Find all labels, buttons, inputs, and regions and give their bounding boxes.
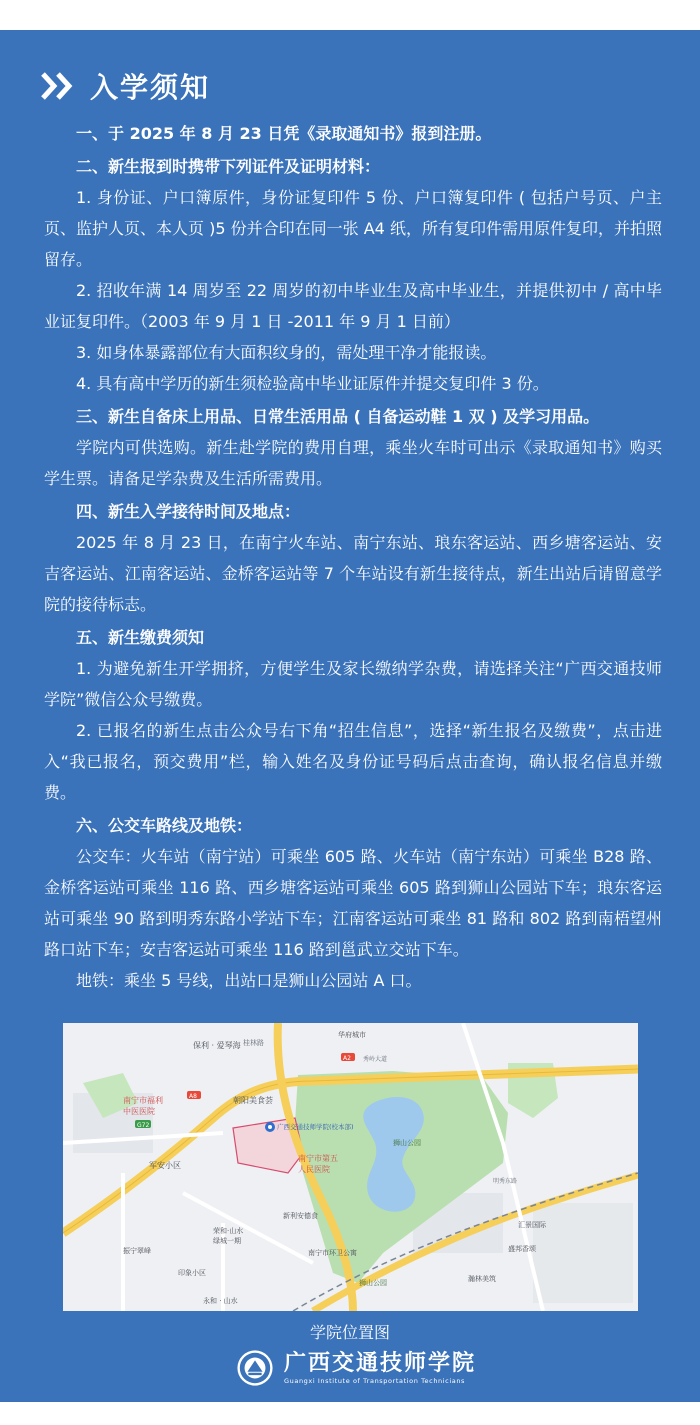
- section-paragraph: 3. 如身体暴露部位有大面积纹身的，需处理干净才能报读。: [76, 343, 497, 362]
- map-label: 新利安德食: [283, 1212, 318, 1220]
- section-paragraph: 1. 为避免新生开学拥挤，方便学生及家长缴纳学杂费，请选择关注“广西交通技师学院”微信公众号缴费。: [44, 659, 662, 709]
- map-label: 汇景国际: [518, 1221, 546, 1229]
- school-name: 广西交通技师学院: [284, 1350, 477, 1376]
- map-label: 桂林路: [243, 1039, 264, 1047]
- map-label: 狮山公园: [359, 1279, 387, 1287]
- map-label: 振宁翠峰: [123, 1247, 151, 1255]
- map-label: 军安小区: [149, 1161, 181, 1170]
- campus-location-map: [63, 1023, 638, 1311]
- section-paragraph: 2. 已报名的新生点击公众号右下角“招生信息”，选择“新生报名及缴费”，点击进入“我已报名，预交费用”栏，输入姓名及身份证号码后点击查询，确认报名信息并缴费。: [44, 721, 662, 802]
- map-label: 印象小区: [178, 1269, 206, 1277]
- map-label: 荣和·山水: [213, 1227, 244, 1235]
- map-label: 朝阳美食荟: [233, 1096, 273, 1105]
- road-badge: A8: [189, 1093, 197, 1100]
- road-badge: A2: [343, 1055, 351, 1062]
- map-label: 南宁市福利: [123, 1096, 163, 1105]
- section-title: 二、新生报到时携带下列证件及证明材料：: [76, 157, 381, 176]
- map-label: 华府城市: [338, 1031, 366, 1039]
- section-paragraph: 公交车：火车站（南宁站）可乘坐 605 路、火车站（南宁东站）可乘坐 B28 路、金桥客运站可乘坐 116 路、西乡塘客运站可乘坐 605 路到狮山公园站下车；琅东客运站可乘坐 90 路到明秀东路小学站下车；江南客运站可乘坐 81 路和 802 路到南梧望州路口站下车；安吉客运站可乘坐 116 路到邕武立交站下车。: [44, 847, 662, 959]
- map-caption: 学院位置图: [309, 1323, 390, 1342]
- notice-content: [44, 116, 662, 996]
- section-paragraph: 学院内可供选购。新生赴学院的费用自理，乘坐火车时可出示《录取通知书》购买学生票。请备足学杂费及生活所需费用。: [44, 438, 662, 488]
- section-paragraph: 地铁：乘坐 5 号线，出站口是狮山公园站 A 口。: [76, 971, 422, 990]
- map-label: 南宁市环卫公寓: [308, 1249, 357, 1257]
- map-label: 明秀东路: [493, 1178, 518, 1185]
- section-title: 三、新生自备床上用品、日常生活用品 ( 自备运动鞋 1 双 ) 及学习用品。: [76, 407, 600, 426]
- section-paragraph: 2025 年 8 月 23 日，在南宁火车站、南宁东站、琅东客运站、西乡塘客运站、安吉客运站、江南客运站、金桥客运站等 7 个车站设有新生接待点，新生出站后请留意学院的接待标志。: [44, 533, 662, 614]
- section-title: 一、于 2025 年 8 月 23 日凭《录取通知书》报到注册。: [76, 124, 492, 143]
- section-paragraph: 2. 招收年满 14 周岁至 22 周岁的初中毕业生及高中毕业生，并提供初中 / 高中毕业证复印件。（2003 年 9 月 1 日 -2011 年 9 月 1 日前）: [44, 281, 662, 331]
- notice-heading: [40, 66, 210, 106]
- map-label: 人民医院: [298, 1165, 330, 1174]
- double-chevron-icon: [40, 71, 74, 101]
- map-label: 狮山公园: [393, 1139, 421, 1147]
- map-label: 瀚林美筑: [468, 1275, 496, 1283]
- road-badge: G72: [137, 1122, 150, 1129]
- section-title: 五、新生缴费须知: [76, 628, 205, 647]
- notice-panel: [0, 30, 700, 1402]
- map-label: 秀岭大道: [363, 1056, 388, 1063]
- section-paragraph: 1. 身份证、户口簿原件，身份证复印件 5 份、户口簿复印件 ( 包括户号页、户主页、监护人页、本人页 )5 份并合印在同一张 A4 纸，所有复印件需用原件复印，并拍照留存。: [44, 188, 662, 269]
- map-label: 保利 · 爱琴海: [193, 1041, 241, 1050]
- map-label: 南宁市第五: [298, 1154, 338, 1163]
- school-name-en: Guangxi Institute of Transportation Technicians: [284, 1376, 466, 1385]
- section-paragraph: 4. 具有高中学历的新生须检验高中毕业证原件并提交复印件 3 份。: [76, 374, 549, 393]
- map-label: 永和 · 山水: [203, 1297, 238, 1305]
- map-label: 盛邦香颂: [508, 1245, 536, 1253]
- page-title: 入学须知: [90, 71, 211, 104]
- map-label: 绿城一期: [213, 1237, 241, 1245]
- map-label: 广西交通技师学院(校本部): [277, 1123, 354, 1131]
- school-logo-icon: [236, 1349, 274, 1387]
- school-footer: [236, 1346, 476, 1390]
- section-title: 四、新生入学接待时间及地点：: [76, 502, 301, 521]
- map-label: 中医医院: [123, 1107, 155, 1116]
- section-title: 六、公交车路线及地铁：: [76, 816, 253, 835]
